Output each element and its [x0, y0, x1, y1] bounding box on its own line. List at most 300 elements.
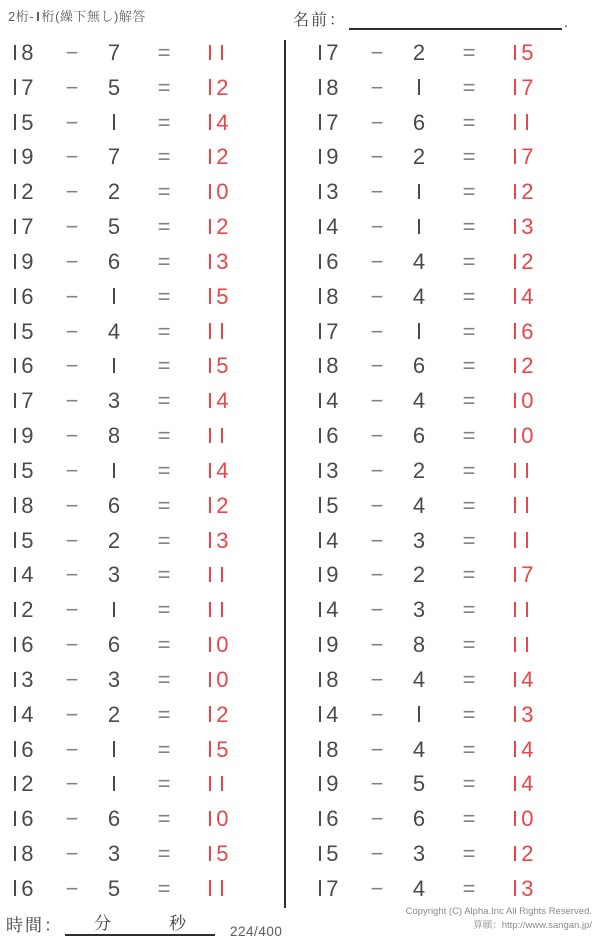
- subtrahend: 2: [412, 562, 426, 588]
- subtrahend: 6: [107, 248, 121, 274]
- digit-one-bar: [209, 463, 211, 478]
- equals-sign: =: [157, 527, 171, 553]
- digit-one-bar: [113, 463, 115, 478]
- equals-sign: =: [157, 248, 171, 274]
- minus-sign: −: [370, 562, 384, 588]
- digit-one-bar: [514, 393, 516, 408]
- minuend: 4: [315, 214, 355, 240]
- digit-one-bar: [319, 741, 321, 756]
- equals-sign: =: [157, 144, 171, 170]
- equals-sign: =: [462, 771, 476, 797]
- equals-sign: =: [462, 632, 476, 658]
- equals-sign: =: [462, 248, 476, 274]
- problem-row: [305, 667, 590, 693]
- digit-one-bar: [319, 497, 321, 512]
- answer: 7: [499, 562, 590, 588]
- answer: 0: [194, 179, 285, 205]
- minus-sign: −: [65, 562, 79, 588]
- equals-sign: =: [157, 875, 171, 901]
- digit-one-bar: [319, 288, 321, 303]
- digit-one-bar: [209, 323, 211, 338]
- minus-sign: −: [65, 388, 79, 414]
- digit-one-bar: [209, 811, 211, 826]
- digit-one-bar: [113, 358, 115, 373]
- equals-sign: =: [157, 632, 171, 658]
- time-label: 時間：: [6, 916, 63, 935]
- minus-sign: −: [65, 597, 79, 623]
- digit-one-bar: [14, 880, 16, 895]
- subtrahend: [399, 319, 439, 345]
- digit-one-bar: [526, 637, 528, 652]
- minus-sign: −: [370, 457, 384, 483]
- problem-row: [305, 214, 590, 240]
- digit-one-bar: [221, 323, 223, 338]
- digit-one-bar: [209, 149, 211, 164]
- problem-row: [0, 528, 285, 554]
- digit-one-bar: [319, 637, 321, 652]
- subtrahend: 6: [107, 632, 121, 658]
- digit-one-bar: [514, 497, 516, 512]
- digit-one-bar: [221, 776, 223, 791]
- subtrahend: 4: [412, 492, 426, 518]
- minus-sign: −: [370, 841, 384, 867]
- equals-sign: =: [157, 283, 171, 309]
- digit-one-bar: [514, 741, 516, 756]
- equals-sign: =: [462, 318, 476, 344]
- minus-sign: −: [65, 666, 79, 692]
- equals-sign: =: [157, 388, 171, 414]
- name-line-suffix: .: [564, 14, 568, 30]
- digit-one-bar: [209, 254, 211, 269]
- digit-one-bar: [14, 741, 16, 756]
- minus-sign: −: [370, 632, 384, 658]
- problem-row: [305, 806, 590, 832]
- minuend: 4: [315, 528, 355, 554]
- page-title: 2桁- 桁(繰下無し)解答: [8, 9, 146, 24]
- minus-sign: −: [370, 771, 384, 797]
- equals-sign: =: [157, 841, 171, 867]
- time-field: [6, 911, 215, 936]
- digit-one-bar: [514, 45, 516, 60]
- answer: 3: [499, 876, 590, 902]
- minus-sign: −: [370, 74, 384, 100]
- digit-one-bar: [319, 811, 321, 826]
- minuend: 5: [315, 841, 355, 867]
- equals-sign: =: [157, 597, 171, 623]
- digit-one-bar: [14, 288, 16, 303]
- problem-row: [0, 737, 285, 763]
- answer: 0: [194, 806, 285, 832]
- digit-one-bar: [14, 706, 16, 721]
- answer: 4: [194, 388, 285, 414]
- subtrahend: 4: [412, 283, 426, 309]
- digit-one-bar: [14, 219, 16, 234]
- minus-sign: −: [65, 353, 79, 379]
- digit-one-bar: [14, 672, 16, 687]
- minuend: 9: [315, 632, 355, 658]
- digit-one-bar: [319, 149, 321, 164]
- minus-sign: −: [370, 527, 384, 553]
- digit-one-bar: [209, 219, 211, 234]
- equals-sign: =: [462, 701, 476, 727]
- digit-one-bar: [209, 672, 211, 687]
- subtrahend: 5: [412, 771, 426, 797]
- answer: [499, 597, 590, 623]
- minuend: 6: [10, 876, 50, 902]
- answer: 4: [194, 110, 285, 136]
- minus-sign: −: [65, 109, 79, 135]
- digit-one-bar: [209, 567, 211, 582]
- answer: 5: [194, 284, 285, 310]
- minutes-label: 分: [94, 914, 111, 933]
- problem-row: [0, 597, 285, 623]
- subtrahend: 2: [412, 457, 426, 483]
- problem-row: [305, 75, 590, 101]
- answer: 6: [499, 319, 590, 345]
- minus-sign: −: [370, 109, 384, 135]
- minus-sign: −: [65, 701, 79, 727]
- equals-sign: =: [462, 179, 476, 205]
- subtrahend: 6: [107, 806, 121, 832]
- equals-sign: =: [462, 109, 476, 135]
- problem-row: [305, 40, 590, 66]
- digit-one-bar: [14, 846, 16, 861]
- digit-one-bar: [319, 532, 321, 547]
- digit-one-bar: [14, 428, 16, 443]
- minus-sign: −: [65, 632, 79, 658]
- digit-one-bar: [209, 184, 211, 199]
- answer: [499, 458, 590, 484]
- minuend: 2: [10, 771, 50, 797]
- subtrahend: 2: [107, 701, 121, 727]
- digit-one-bar: [14, 79, 16, 94]
- problem-row: [305, 353, 590, 379]
- equals-sign: =: [157, 771, 171, 797]
- problem-row: [0, 806, 285, 832]
- answer: [194, 597, 285, 623]
- problem-row: [0, 249, 285, 275]
- digit-one-bar: [514, 428, 516, 443]
- subtrahend: 4: [107, 318, 121, 344]
- minus-sign: −: [370, 423, 384, 449]
- digit-one-bar: [221, 880, 223, 895]
- equals-sign: =: [462, 806, 476, 832]
- minus-sign: −: [370, 492, 384, 518]
- digit-one-bar: [209, 428, 211, 443]
- minuend: 3: [10, 667, 50, 693]
- digit-one-bar: [209, 393, 211, 408]
- digit-one-bar: [514, 288, 516, 303]
- answer: 5: [194, 737, 285, 763]
- answer: [194, 771, 285, 797]
- minus-sign: −: [370, 144, 384, 170]
- answer: 0: [194, 632, 285, 658]
- answer: 2: [499, 353, 590, 379]
- problem-row: [305, 423, 590, 449]
- digit-one-bar: [526, 497, 528, 512]
- subtrahend: 2: [412, 144, 426, 170]
- minuend: 7: [315, 40, 355, 66]
- digit-one-bar: [319, 463, 321, 478]
- answer: 2: [194, 493, 285, 519]
- minuend: 7: [10, 214, 50, 240]
- minuend: 8: [315, 353, 355, 379]
- problem-row: [305, 388, 590, 414]
- problem-row: [0, 841, 285, 867]
- answer: [194, 40, 285, 66]
- equals-sign: =: [462, 492, 476, 518]
- subtrahend: [94, 771, 134, 797]
- problem-row: [305, 528, 590, 554]
- subtrahend: 3: [412, 527, 426, 553]
- digit-one-bar: [526, 602, 528, 617]
- digit-one-bar: [514, 184, 516, 199]
- digit-one-bar: [514, 880, 516, 895]
- equals-sign: =: [462, 666, 476, 692]
- answer: [194, 423, 285, 449]
- problem-row: [305, 597, 590, 623]
- answer: [194, 319, 285, 345]
- digit-one-bar: [113, 288, 115, 303]
- digit-one-bar: [514, 637, 516, 652]
- minus-sign: −: [65, 492, 79, 518]
- digit-one-bar: [526, 114, 528, 129]
- answer: 4: [499, 667, 590, 693]
- subtrahend: 2: [412, 40, 426, 65]
- subtrahend: [94, 353, 134, 379]
- answer: 5: [499, 40, 590, 66]
- answer: 7: [499, 144, 590, 170]
- digit-one-bar: [514, 567, 516, 582]
- answer: 2: [194, 144, 285, 170]
- minuend: 8: [315, 667, 355, 693]
- digit-one-bar: [14, 393, 16, 408]
- equals-sign: =: [462, 388, 476, 414]
- minus-sign: −: [65, 179, 79, 205]
- minus-sign: −: [370, 283, 384, 309]
- problem-row: [305, 841, 590, 867]
- subtrahend: 4: [412, 388, 426, 414]
- equals-sign: =: [462, 40, 476, 65]
- digit-one-bar: [14, 114, 16, 129]
- problem-row: [0, 771, 285, 797]
- equals-sign: =: [157, 40, 171, 65]
- subtrahend: 3: [412, 597, 426, 623]
- minus-sign: −: [370, 701, 384, 727]
- problem-row: [305, 179, 590, 205]
- problem-row: [0, 632, 285, 658]
- digit-one-bar: [14, 254, 16, 269]
- footer-credits: [406, 905, 592, 933]
- answer: 3: [499, 214, 590, 240]
- minus-sign: −: [370, 597, 384, 623]
- digit-one-bar: [14, 358, 16, 373]
- subtrahend: 3: [107, 666, 121, 692]
- answer: [499, 632, 590, 658]
- answer: 2: [499, 249, 590, 275]
- answer: 4: [499, 771, 590, 797]
- answer: 2: [499, 841, 590, 867]
- digit-one-bar: [209, 45, 211, 60]
- equals-sign: =: [157, 457, 171, 483]
- minus-sign: −: [65, 806, 79, 832]
- subtrahend: 4: [412, 666, 426, 692]
- problem-row: [0, 284, 285, 310]
- subtrahend: [399, 75, 439, 101]
- digit-one-bar: [14, 323, 16, 338]
- subtrahend: [94, 284, 134, 310]
- subtrahend: 3: [412, 841, 426, 867]
- equals-sign: =: [462, 353, 476, 379]
- minus-sign: −: [370, 666, 384, 692]
- subtrahend: 4: [412, 875, 426, 901]
- equals-sign: =: [462, 144, 476, 170]
- problem-row: [305, 702, 590, 728]
- digit-one-bar: [319, 672, 321, 687]
- problem-row: [0, 562, 285, 588]
- answer: 0: [499, 423, 590, 449]
- equals-sign: =: [157, 562, 171, 588]
- minus-sign: −: [65, 40, 79, 65]
- subtrahend: 5: [107, 875, 121, 901]
- problem-row: [0, 458, 285, 484]
- digit-one-bar: [319, 880, 321, 895]
- equals-sign: =: [157, 806, 171, 832]
- minuend: 4: [10, 702, 50, 728]
- problem-row: [305, 632, 590, 658]
- digit-one-bar: [319, 323, 321, 338]
- minus-sign: −: [65, 318, 79, 344]
- answer: 5: [194, 841, 285, 867]
- equals-sign: =: [462, 562, 476, 588]
- minuend: 9: [315, 562, 355, 588]
- digit-one-bar: [209, 637, 211, 652]
- answer: [194, 876, 285, 902]
- digit-one-bar: [319, 45, 321, 60]
- subtrahend: [399, 214, 439, 240]
- minus-sign: −: [370, 806, 384, 832]
- digit-one-bar: [319, 79, 321, 94]
- digit-one-bar: [209, 602, 211, 617]
- digit-one-bar: [14, 149, 16, 164]
- subtrahend: 7: [107, 40, 121, 65]
- digit-one-bar: [37, 12, 39, 21]
- credit-line: 算願：http://www.sangan.jp/: [473, 919, 592, 931]
- problem-row: [0, 667, 285, 693]
- digit-one-bar: [514, 358, 516, 373]
- problem-row: [305, 284, 590, 310]
- digit-one-bar: [319, 776, 321, 791]
- minuend: 3: [315, 179, 355, 205]
- digit-one-bar: [514, 149, 516, 164]
- problem-row: [0, 319, 285, 345]
- minuend: 7: [315, 876, 355, 902]
- equals-sign: =: [462, 74, 476, 100]
- digit-one-bar: [209, 880, 211, 895]
- digit-one-bar: [14, 637, 16, 652]
- minus-sign: −: [65, 423, 79, 449]
- minuend: 6: [315, 806, 355, 832]
- minuend: 5: [10, 319, 50, 345]
- equals-sign: =: [462, 597, 476, 623]
- digit-one-bar: [514, 846, 516, 861]
- digit-one-bar: [14, 776, 16, 791]
- subtrahend: 6: [412, 806, 426, 832]
- minus-sign: −: [65, 457, 79, 483]
- minuend: 5: [10, 110, 50, 136]
- problem-row: [305, 737, 590, 763]
- problem-row: [0, 110, 285, 136]
- digit-one-bar: [221, 45, 223, 60]
- digit-one-bar: [319, 254, 321, 269]
- minuend: 7: [10, 75, 50, 101]
- digit-one-bar: [514, 706, 516, 721]
- subtrahend: 2: [107, 179, 121, 205]
- digit-one-bar: [14, 811, 16, 826]
- answer: 2: [499, 179, 590, 205]
- minuend: 4: [10, 562, 50, 588]
- subtrahend: [94, 110, 134, 136]
- digit-one-bar: [14, 532, 16, 547]
- subtrahend: 6: [107, 492, 121, 518]
- digit-one-bar: [514, 532, 516, 547]
- digit-one-bar: [113, 776, 115, 791]
- problem-row: [305, 249, 590, 275]
- name-field: [293, 7, 568, 30]
- minuend: 9: [315, 771, 355, 797]
- problem-row: [305, 562, 590, 588]
- problem-row: [0, 179, 285, 205]
- digit-one-bar: [221, 428, 223, 443]
- minuend: 8: [315, 75, 355, 101]
- digit-one-bar: [319, 567, 321, 582]
- digit-one-bar: [209, 846, 211, 861]
- problem-row: [0, 493, 285, 519]
- minus-sign: −: [370, 736, 384, 762]
- answer: 7: [499, 75, 590, 101]
- problem-row: [305, 493, 590, 519]
- problem-row: [305, 876, 590, 902]
- digit-one-bar: [514, 463, 516, 478]
- equals-sign: =: [157, 736, 171, 762]
- subtrahend: 6: [412, 423, 426, 449]
- minus-sign: −: [370, 875, 384, 901]
- time-blank-line: [65, 912, 215, 936]
- digit-one-bar: [319, 358, 321, 373]
- equals-sign: =: [462, 423, 476, 449]
- digit-one-bar: [14, 45, 16, 60]
- minuend: 6: [10, 284, 50, 310]
- subtrahend: 5: [107, 214, 121, 240]
- problem-row: [305, 458, 590, 484]
- subtrahend: 5: [107, 74, 121, 100]
- problems-column-right: [305, 40, 590, 902]
- digit-one-bar: [209, 706, 211, 721]
- minus-sign: −: [65, 736, 79, 762]
- equals-sign: =: [157, 666, 171, 692]
- digit-one-bar: [14, 567, 16, 582]
- minus-sign: −: [65, 74, 79, 100]
- minuend: 5: [315, 493, 355, 519]
- digit-one-bar: [514, 254, 516, 269]
- digit-one-bar: [514, 219, 516, 234]
- digit-one-bar: [209, 741, 211, 756]
- minuend: 7: [315, 110, 355, 136]
- digit-one-bar: [526, 532, 528, 547]
- answer: [499, 528, 590, 554]
- digit-one-bar: [514, 114, 516, 129]
- minuend: 8: [10, 841, 50, 867]
